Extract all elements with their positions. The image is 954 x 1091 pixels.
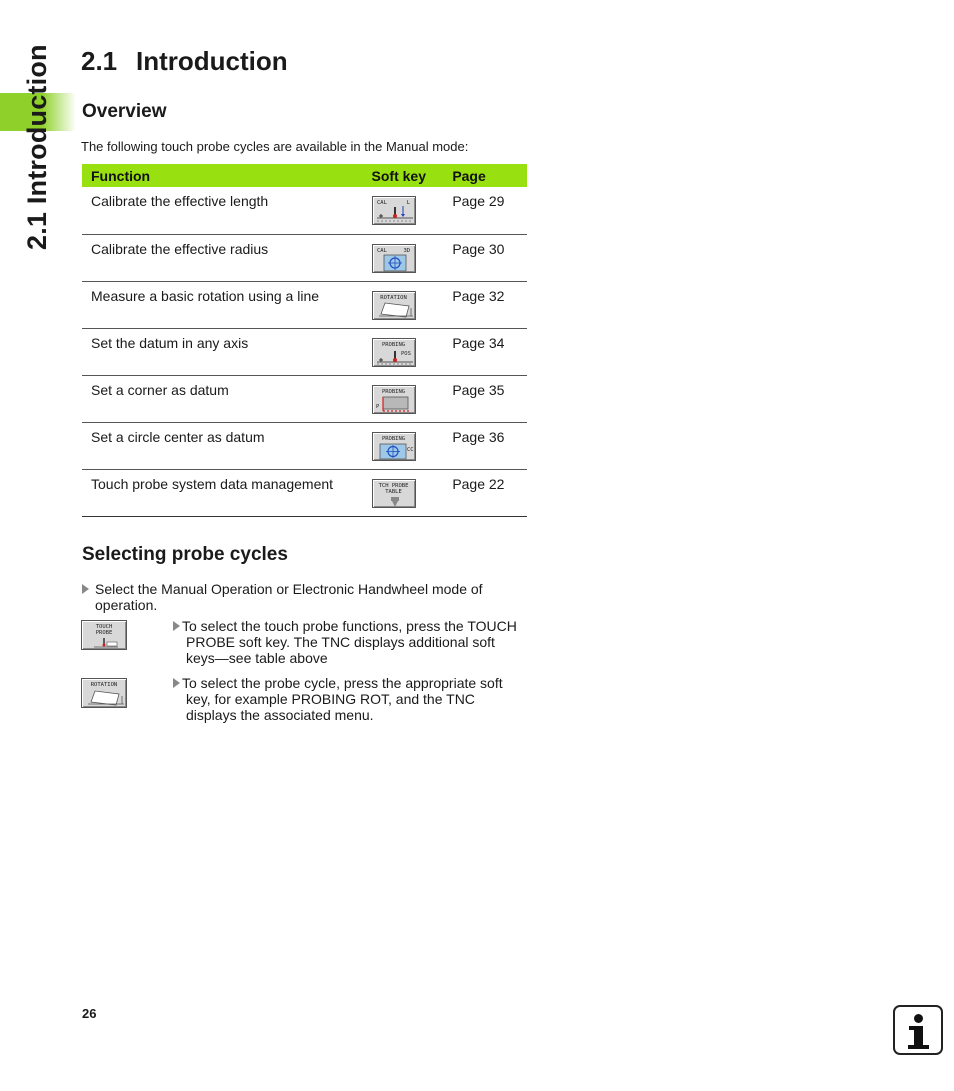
page-cell: Page 29 bbox=[443, 187, 527, 234]
tch-probe-table-softkey-icon[interactable] bbox=[372, 479, 416, 508]
softkey-label: PROBING bbox=[381, 388, 406, 395]
probing-pos-softkey-icon[interactable] bbox=[372, 338, 416, 367]
softkey-cell bbox=[363, 281, 444, 328]
function-cell: Set a corner as datum bbox=[82, 375, 363, 422]
softkey-label: TOUCH PROBE bbox=[95, 624, 113, 636]
cal-l-softkey-icon[interactable] bbox=[372, 196, 416, 225]
page-cell: Page 36 bbox=[443, 422, 527, 469]
softkey-cell bbox=[363, 469, 444, 516]
step-arrow-icon bbox=[173, 678, 180, 688]
softkey-sublabel: POS bbox=[400, 350, 411, 357]
table-row bbox=[82, 187, 527, 234]
header-page: Page bbox=[443, 164, 527, 187]
page-cell: Page 30 bbox=[443, 234, 527, 281]
function-cell: Calibrate the effective radius bbox=[82, 234, 363, 281]
step-select-mode: Select the Manual Operation or Electronic Handwheel mode of operation. bbox=[82, 581, 522, 613]
probing-cc-softkey-icon[interactable] bbox=[372, 432, 416, 461]
softkey-label: PROBING bbox=[381, 435, 406, 442]
table-row bbox=[82, 281, 527, 328]
softkey-label: PROBING bbox=[381, 341, 406, 348]
step-arrow-icon bbox=[173, 621, 180, 631]
selecting-heading: Selecting probe cycles bbox=[82, 544, 288, 565]
softkey-cell bbox=[363, 234, 444, 281]
side-chapter-title: 2.1 Introduction bbox=[22, 44, 52, 250]
rotation-key bbox=[81, 678, 127, 708]
function-cell: Calibrate the effective length bbox=[82, 187, 363, 234]
section-title: Introduction bbox=[136, 46, 288, 76]
page-cell: Page 35 bbox=[443, 375, 527, 422]
table-header-row bbox=[82, 164, 527, 187]
softkey-label: CAL 3D bbox=[376, 247, 411, 254]
function-cell: Set a circle center as datum bbox=[82, 422, 363, 469]
page-number: 26 bbox=[82, 1006, 97, 1021]
softkey-cell bbox=[363, 328, 444, 375]
table-row bbox=[82, 375, 527, 422]
softkey-label: CAL L bbox=[376, 200, 411, 206]
function-cell: Set the datum in any axis bbox=[82, 328, 363, 375]
rotation-softkey-icon[interactable] bbox=[81, 678, 127, 708]
page-cell: Page 34 bbox=[443, 328, 527, 375]
softkey-sublabel: TABLE bbox=[385, 488, 402, 495]
header-softkey: Soft key bbox=[363, 164, 444, 187]
softkey-sublabel: P bbox=[375, 403, 379, 410]
info-icon bbox=[893, 1005, 943, 1055]
table-row bbox=[82, 469, 527, 516]
softkey-cell bbox=[363, 422, 444, 469]
step-probe-cycle: To select the probe cycle, press the appropriate soft key, for example PROBING ROT, and the TNC displays the associated menu. bbox=[173, 675, 528, 723]
page-cell: Page 32 bbox=[443, 281, 527, 328]
overview-intro: The following touch probe cycles are available in the Manual mode: bbox=[81, 139, 469, 154]
function-cell: Touch probe system data management bbox=[82, 469, 363, 516]
probe-cycles-table bbox=[82, 164, 527, 517]
softkey-sublabel: CC bbox=[406, 446, 414, 453]
softkey-label: ROTATION bbox=[90, 682, 118, 688]
step-arrow-icon bbox=[82, 584, 89, 594]
softkey-cell bbox=[363, 187, 444, 234]
page-cell: Page 22 bbox=[443, 469, 527, 516]
table-row bbox=[82, 234, 527, 281]
probing-p-softkey-icon[interactable] bbox=[372, 385, 416, 414]
touch-probe-softkey-icon[interactable] bbox=[81, 620, 127, 650]
overview-heading: Overview bbox=[82, 101, 167, 122]
header-function: Function bbox=[82, 164, 363, 187]
softkey-cell bbox=[363, 375, 444, 422]
step-touch-probe: To select the touch probe functions, press the TOUCH PROBE soft key. The TNC displays additional soft keys—see table above bbox=[173, 618, 528, 666]
function-cell: Measure a basic rotation using a line bbox=[82, 281, 363, 328]
cal-3d-softkey-icon[interactable] bbox=[372, 244, 416, 273]
table-row bbox=[82, 328, 527, 375]
table-row bbox=[82, 422, 527, 469]
rotation-softkey-icon[interactable] bbox=[372, 291, 416, 320]
section-number: 2.1 bbox=[81, 46, 118, 76]
softkey-label: ROTATION bbox=[380, 294, 407, 301]
touch-probe-key bbox=[81, 620, 127, 650]
softkey-label: TCH PROBE TABLE bbox=[378, 482, 409, 495]
page-title bbox=[81, 46, 288, 77]
